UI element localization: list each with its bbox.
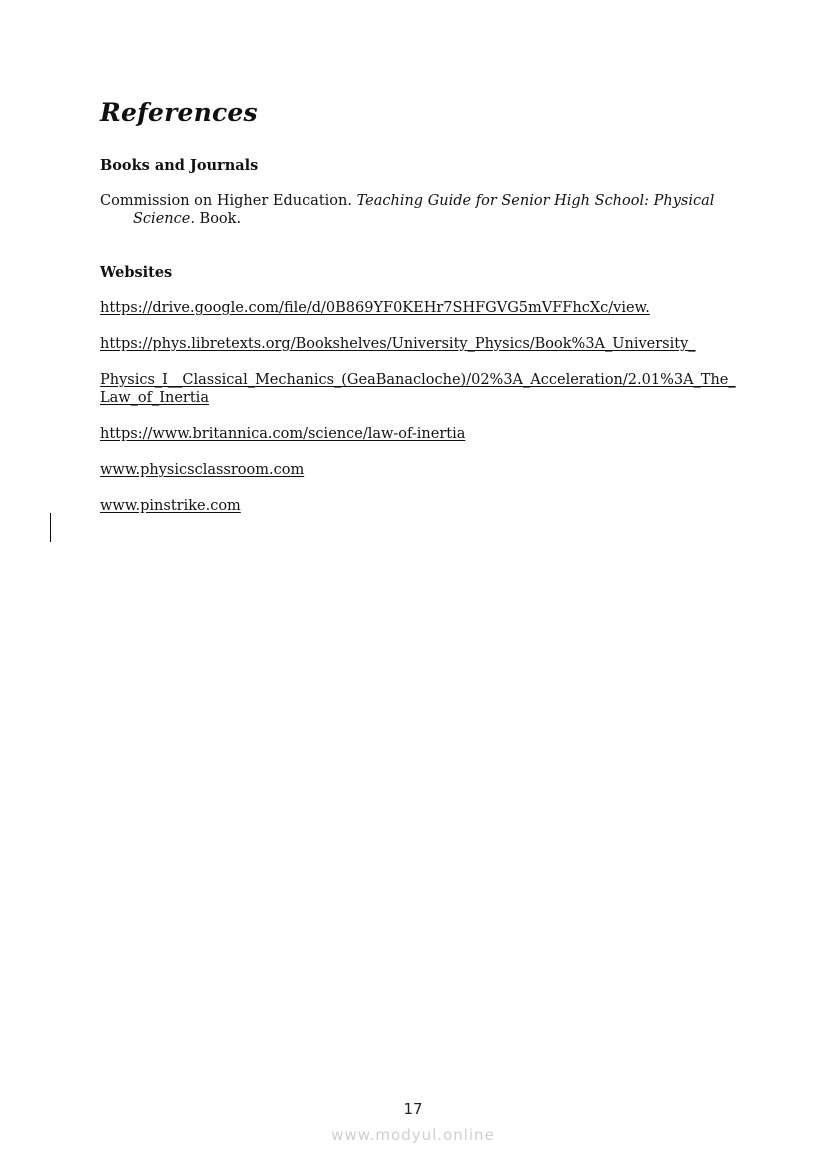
watermark: www.modyul.online — [331, 1126, 495, 1144]
website-link-pinstrike[interactable]: www.pinstrike.com — [100, 498, 241, 514]
reference-type: Book. — [199, 211, 242, 227]
books-journals-heading: Books and Journals — [100, 157, 259, 174]
website-link-physicsclassroom[interactable]: www.physicsclassroom.com — [100, 462, 305, 478]
text-cursor — [50, 513, 51, 542]
website-link-google-drive[interactable]: https://drive.google.com/file/d/0B869YF0KEHr7SHFGVG5mVFFhcXc/view. — [100, 300, 650, 316]
reference-entry — [100, 192, 773, 228]
website-link-libretexts-part2[interactable]: Physics_I__Classical_Mechanics_(GeaBanacloche)/02%3A_Acceleration/2.01%3A_The_Law_of_Inertia — [100, 372, 736, 406]
page-title: References — [100, 98, 258, 127]
website-link-libretexts-part1[interactable]: https://phys.libretexts.org/Bookshelves/University_Physics/Book%3A_University_ — [100, 336, 696, 352]
reference-title: Teaching Guide for Senior High School: Physical Science. — [133, 193, 715, 227]
website-link-britannica[interactable]: https://www.britannica.com/science/law-of-inertia — [100, 426, 466, 442]
reference-author: Commission on Higher Education. — [100, 193, 352, 209]
websites-heading: Websites — [100, 264, 173, 281]
page-number: 17 — [403, 1100, 423, 1118]
